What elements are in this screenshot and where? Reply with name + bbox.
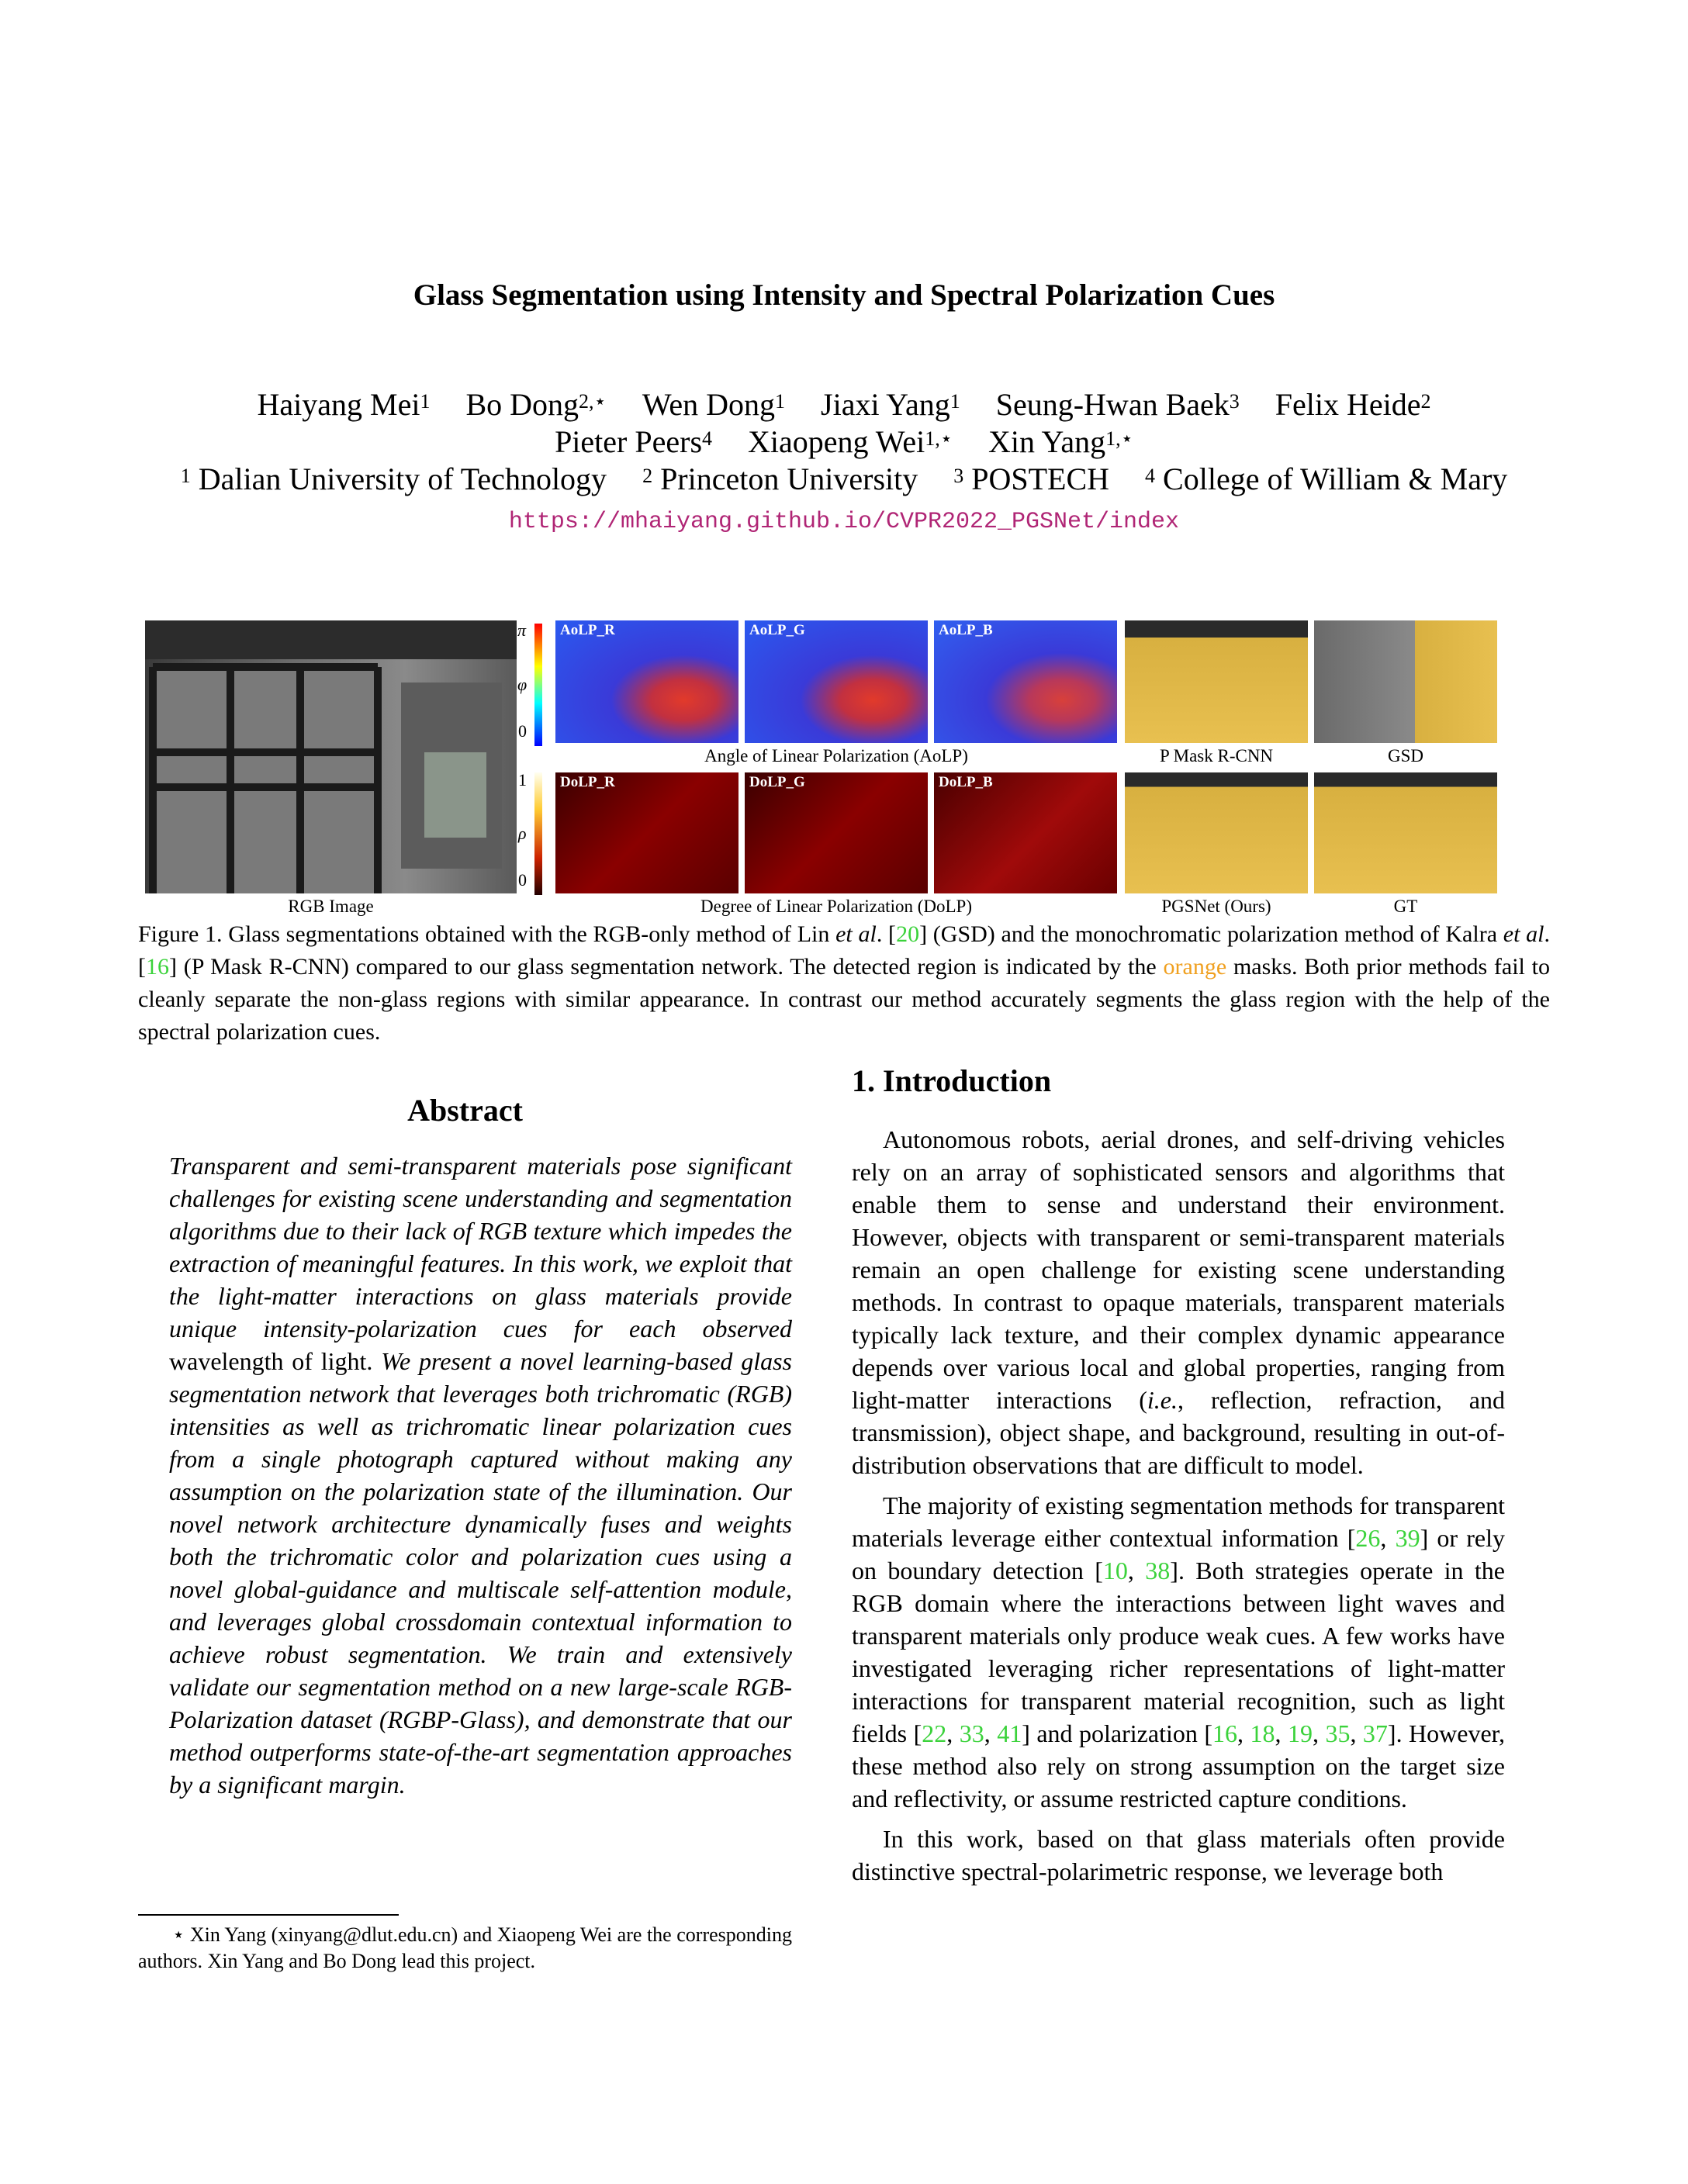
citation-link[interactable]: 16: [1212, 1719, 1237, 1747]
citation-link[interactable]: 38: [1145, 1557, 1171, 1584]
pgsnet-result: [1125, 772, 1308, 893]
citation-link[interactable]: 39: [1395, 1524, 1420, 1552]
intro-paragraph: Autonomous robots, aerial drones, and self-driving vehicles rely on an array of sophisticated sensors and algorithms that enable them to sense and understand their environment. However, objects with transparent or semi-transparent materials remain an open challenge for existing scene understanding methods. In contrast to opaque materials, transparent materials typically lack texture, and their complex dynamic appearance depends over various local and global properties, ranging from light-matter interactions (i.e., reflection, refraction, and transmission), object shape, and background, resulting in out-of-distribution observations that are difficult to model.: [852, 1125, 1506, 1479]
author: Xiaopeng Wei$^{1,⋆}$: [748, 424, 953, 459]
authors-line-2: [0, 423, 1688, 461]
footnote-rule: [138, 1914, 399, 1916]
aolp-colorbar-bottom: 0: [518, 721, 527, 741]
dolp-r-tag: DoLP_R: [560, 774, 615, 790]
author: Jiaxi Yang$^1$: [821, 387, 960, 422]
aolp-colorbar: [534, 624, 542, 746]
aolp-g-panel: [745, 620, 928, 743]
intro-body: [852, 1123, 1505, 1888]
dolp-colorbar: [534, 772, 542, 895]
citation-link[interactable]: 20: [896, 921, 920, 947]
project-url-link[interactable]: https://mhaiyang.github.io/CVPR2022_PGSNet/index: [508, 509, 1180, 535]
dolp-colorbar-bottom: 0: [518, 870, 527, 890]
footnote: ⋆ Xin Yang (xinyang@dlut.edu.cn) and Xiaopeng Wei are the corresponding authors. Xin Yang and Bo Dong lead this project.: [138, 1923, 792, 1972]
citation-link[interactable]: 37: [1362, 1719, 1388, 1747]
gt-result: [1314, 772, 1497, 893]
affiliations: [0, 461, 1688, 498]
citation-link[interactable]: 16: [146, 954, 169, 980]
aolp-r-panel: [555, 620, 738, 743]
author: Wen Dong$^1$: [642, 387, 786, 422]
aolp-group-label: Angle of Linear Polarization (AoLP): [704, 746, 968, 765]
dolp-b-panel: [934, 772, 1117, 893]
author: Bo Dong$^{2,⋆}$: [465, 387, 607, 422]
affiliation: $^1$ Dalian University of Technology: [180, 461, 607, 496]
paper-title: Glass Segmentation using Intensity and Spectral Polarization Cues: [413, 278, 1275, 312]
pmask-rcnn-result: [1125, 620, 1308, 743]
abstract-body: Transparent and semi-transparent materials pose significant challenges for existing scene understanding and segmentation algorithms due to their lack of RGB texture which impedes the extraction of meaningful features. In this work, we exploit that the light-matter interactions on glass materials provide unique intensity-polarization cues for each observed wavelength of light. We present a novel learning-based glass segmentation network that leverages both trichromatic (RGB) intensities as well as trichromatic linear polarization cues from a single photograph captured without making any assumption on the polarization state of the illumination. Our novel network architecture dynamically fuses and weights both the trichromatic color and polarization cues using a novel global-guidance and multiscale self-attention module, and leverages global crossdomain contextual information to achieve robust segmentation. We train and extensively validate our segmentation method on a new large-scale RGB-Polarization dataset (RGBP-Glass), and demonstrate that our method outperforms state-of-the-art segmentation approaches by a significant margin.: [169, 1152, 793, 1799]
citation-link[interactable]: 18: [1250, 1719, 1275, 1747]
dolp-r-panel: [555, 772, 738, 893]
aolp-colorbar-top: π: [517, 620, 527, 640]
aolp-b-tag: AoLP_B: [939, 622, 993, 638]
dolp-b-tag: DoLP_B: [939, 774, 993, 790]
author: Seung-Hwan Baek$^3$: [995, 387, 1240, 422]
intro-paragraph: In this work, based on that glass materials often provide distinctive spectral-polarimetric response, we leverage both: [852, 1825, 1505, 1885]
dolp-colorbar-top: 1: [518, 770, 527, 790]
citation-link[interactable]: 33: [959, 1719, 984, 1747]
gt-label: GT: [1393, 897, 1418, 916]
author: Haiyang Mei$^1$: [257, 387, 431, 422]
gsd-result: [1314, 620, 1497, 743]
aolp-g-tag: AoLP_G: [749, 622, 805, 638]
aolp-b-panel: [934, 620, 1117, 743]
citation-link[interactable]: 26: [1355, 1524, 1381, 1552]
authors-line-1: [0, 386, 1688, 423]
pgsnet-label: PGSNet (Ours): [1161, 897, 1271, 916]
intro-paragraph: The majority of existing segmentation methods for transparent materials leverage either contextual information [26, 39] or rely on boundary detection [10, 38]. Both strategies operate in the RGB domain where the interactions between light waves and transparent materials only produce weak cues. A few works have investigated leveraging richer representations of light-matter interactions for transparent material recognition, such as light fields [22, 33, 41] and polarization [16, 18, 19, 35, 37]. However, these method also rely on strong assumption on the target size and reflectivity, or assume restricted capture conditions.: [852, 1491, 1506, 1813]
aolp-colorbar-mid: φ: [517, 675, 528, 694]
affiliation: $^4$ College of William & Mary: [1145, 461, 1508, 496]
figure-caption: Figure 1. Glass segmentations obtained with the RGB-only method of Lin et al. [20] (GSD) and the monochromatic polarization method of Kalra et al. [16] (P Mask R-CNN) compared to our glass segmentation network. The detected region is indicated by the orange masks. Both prior methods fail to cleanly separate the non-glass regions with similar appearance. In contrast our method accurately segments the glass region with the help of the spectral polarization cues.: [138, 921, 1550, 1045]
dolp-colorbar-mid: ρ: [518, 824, 527, 843]
gsd-label: GSD: [1387, 746, 1423, 765]
author: Pieter Peers$^4$: [555, 424, 713, 459]
affiliation: $^2$ Princeton University: [642, 461, 918, 496]
citation-link[interactable]: 10: [1102, 1557, 1128, 1584]
abstract-heading: Abstract: [407, 1093, 523, 1128]
rgb-image-label: RGB Image: [288, 897, 374, 916]
dolp-g-panel: [745, 772, 928, 893]
citation-link[interactable]: 22: [922, 1719, 947, 1747]
aolp-r-tag: AoLP_R: [560, 622, 615, 638]
author: Felix Heide$^2$: [1275, 387, 1431, 422]
citation-link[interactable]: 41: [997, 1719, 1022, 1747]
rgb-image: [145, 620, 517, 893]
dolp-group-label: Degree of Linear Polarization (DoLP): [700, 897, 972, 916]
intro-heading: 1. Introduction: [852, 1063, 1052, 1098]
citation-link[interactable]: 19: [1287, 1719, 1313, 1747]
author: Xin Yang$^{1,⋆}$: [988, 424, 1133, 459]
pmask-rcnn-label: P Mask R-CNN: [1159, 746, 1274, 765]
citation-link[interactable]: 35: [1325, 1719, 1351, 1747]
affiliation: $^3$ POSTECH: [953, 461, 1110, 496]
dolp-g-tag: DoLP_G: [749, 774, 805, 790]
